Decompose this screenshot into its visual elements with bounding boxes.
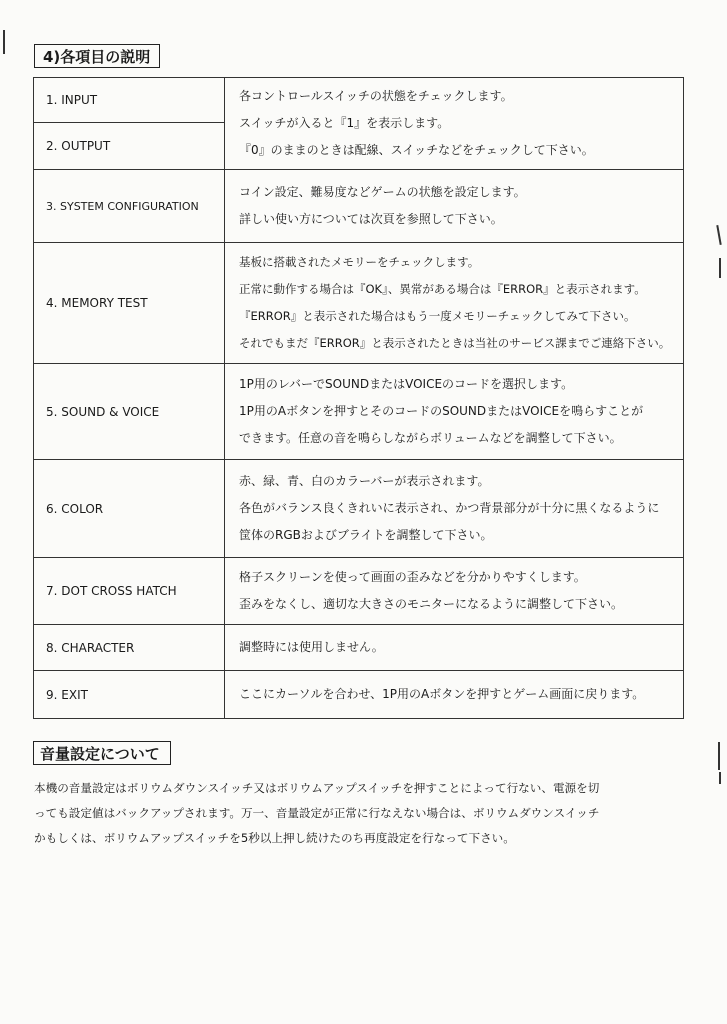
item-desc-sound-voice xyxy=(225,364,684,460)
desc-line: 歪みをなくし、適切な大きさのモニターになるように調整して下さい。 xyxy=(239,597,624,611)
margin-mark xyxy=(3,30,5,54)
desc-line: 格子スクリーンを使って画面の歪みなどを分かりやすくします。 xyxy=(239,570,586,584)
desc-line: できます。任意の音を鳴らしながらボリュームなどを調整して下さい。 xyxy=(239,431,622,445)
desc-line: それでもまだ『ERROR』と表示されたときは当社のサービス課までご連絡下さい。 xyxy=(239,336,671,350)
table-row xyxy=(34,243,684,364)
volume-paragraph xyxy=(34,776,694,851)
margin-mark xyxy=(719,258,721,278)
table-row xyxy=(34,625,684,671)
desc-line: コイン設定、難易度などゲームの状態を設定します。 xyxy=(239,185,526,199)
table-row xyxy=(34,558,684,625)
margin-mark xyxy=(716,225,721,245)
item-label-memory-test: 4. MEMORY TEST xyxy=(34,243,225,364)
desc-line: 1P用のAボタンを押すとそのコードのSOUNDまたはVOICEを鳴らすことが xyxy=(239,404,644,418)
table-row xyxy=(34,460,684,558)
item-desc-dot-cross-hatch xyxy=(225,558,684,625)
desc-line: 筐体のRGBおよびブライトを調整して下さい。 xyxy=(239,528,493,542)
item-label-system-configuration: 3. SYSTEM CONFIGURATION xyxy=(34,170,225,243)
item-desc-color xyxy=(225,460,684,558)
desc-line: ここにカーソルを合わせ、1P用のAボタンを押すとゲーム画面に戻ります。 xyxy=(239,687,645,701)
volume-section-title: 音量設定について xyxy=(33,741,171,765)
section-title: 4)各項目の説明 xyxy=(34,44,160,68)
margin-mark xyxy=(718,742,720,770)
table-row xyxy=(34,78,684,123)
item-label-exit: 9. EXIT xyxy=(34,671,225,719)
paragraph-line: かもしくは、ボリウムアップスイッチを5秒以上押し続けたのち再度設定を行なって下さい。 xyxy=(34,831,515,845)
item-desc-system-configuration xyxy=(225,170,684,243)
paragraph-line: 本機の音量設定はボリウムダウンスイッチ又はボリウムアップスイッチを押すことによって行ない、電源を切 xyxy=(34,781,600,795)
item-label-sound-voice: 5. SOUND & VOICE xyxy=(34,364,225,460)
desc-line: 赤、緑、青、白のカラーバーが表示されます。 xyxy=(239,474,490,488)
desc-line: 正常に動作する場合は『OK』、異常がある場合は『ERROR』と表示されます。 xyxy=(239,282,646,296)
margin-mark xyxy=(719,772,721,784)
item-label-output: 2. OUTPUT xyxy=(34,123,225,170)
item-desc-character xyxy=(225,625,684,671)
item-label-color: 6. COLOR xyxy=(34,460,225,558)
table-row xyxy=(34,364,684,460)
desc-line: 1P用のレバーでSOUNDまたはVOICEのコードを選択します。 xyxy=(239,377,574,391)
item-label-character: 8. CHARACTER xyxy=(34,625,225,671)
desc-line: 各色がバランス良くきれいに表示され、かつ背景部分が十分に黒くなるように xyxy=(239,501,660,515)
item-label-input: 1. INPUT xyxy=(34,78,225,123)
desc-line: 基板に搭載されたメモリーをチェックします。 xyxy=(239,255,480,269)
table-row xyxy=(34,170,684,243)
desc-line: 各コントロールスイッチの状態をチェックします。 xyxy=(239,89,513,103)
item-desc-input-output xyxy=(225,78,684,170)
desc-line: 詳しい使い方については次頁を参照して下さい。 xyxy=(239,212,503,226)
paragraph-line: っても設定値はバックアップされます。万一、音量設定が正常に行なえない場合は、ボリウムダウンスイッチ xyxy=(34,806,600,820)
desc-line: スイッチが入ると『1』を表示します。 xyxy=(239,116,450,130)
item-desc-memory-test xyxy=(225,243,684,364)
desc-line: 『0』のままのときは配線、スイッチなどをチェックして下さい。 xyxy=(239,143,594,157)
item-label-dot-cross-hatch: 7. DOT CROSS HATCH xyxy=(34,558,225,625)
table-row xyxy=(34,671,684,719)
items-table xyxy=(33,77,684,719)
desc-line: 調整時には使用しません。 xyxy=(239,640,384,654)
desc-line: 『ERROR』と表示された場合はもう一度メモリーチェックしてみて下さい。 xyxy=(239,309,636,323)
item-desc-exit xyxy=(225,671,684,719)
